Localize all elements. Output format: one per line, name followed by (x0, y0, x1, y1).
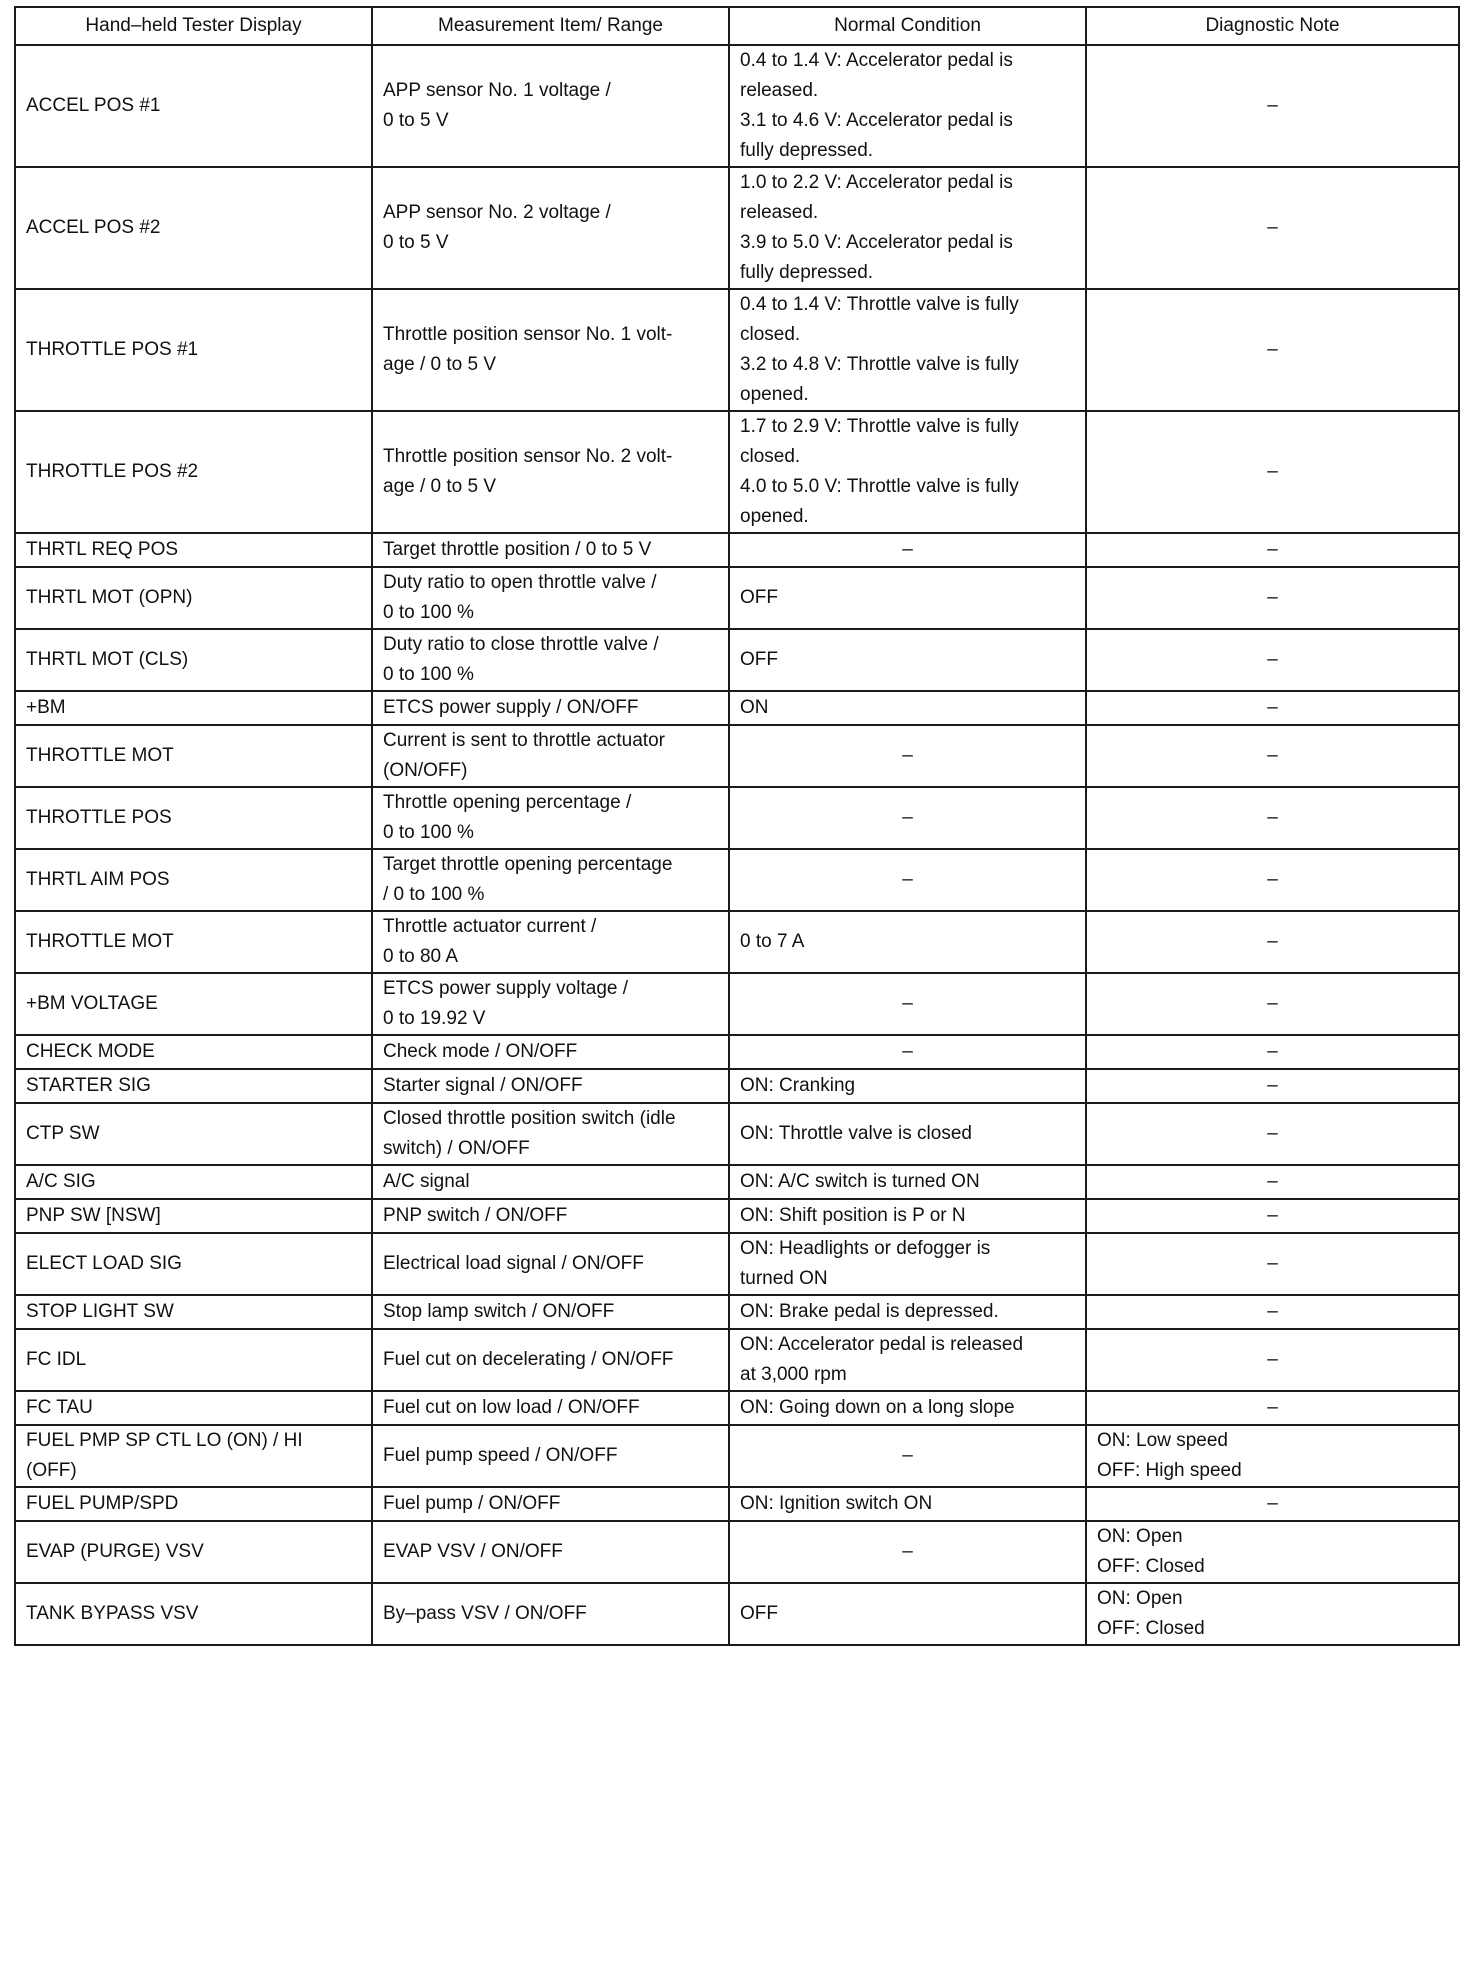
cell-display: THROTTLE MOT (15, 911, 372, 973)
cell-normal: ON: Shift position is P or N (729, 1199, 1086, 1233)
cell-diagnostic: – (1086, 787, 1459, 849)
cell-diagnostic: – (1086, 1329, 1459, 1391)
table-row (15, 167, 1459, 289)
cell-diagnostic: – (1086, 725, 1459, 787)
cell-display: A/C SIG (15, 1165, 372, 1199)
cell-measurement: Throttle actuator current / 0 to 80 A (372, 911, 729, 973)
cell-display: FUEL PUMP/SPD (15, 1487, 372, 1521)
table-row (15, 1521, 1459, 1583)
cell-measurement: ETCS power supply / ON/OFF (372, 691, 729, 725)
cell-measurement: Fuel cut on decelerating / ON/OFF (372, 1329, 729, 1391)
cell-display: THRTL MOT (CLS) (15, 629, 372, 691)
cell-measurement: Fuel pump speed / ON/OFF (372, 1425, 729, 1487)
cell-diagnostic: – (1086, 1233, 1459, 1295)
cell-measurement: Fuel pump / ON/OFF (372, 1487, 729, 1521)
cell-diagnostic: – (1086, 411, 1459, 533)
table-row (15, 1583, 1459, 1645)
cell-normal: ON: Going down on a long slope (729, 1391, 1086, 1425)
cell-normal: ON: Brake pedal is depressed. (729, 1295, 1086, 1329)
cell-diagnostic: – (1086, 289, 1459, 411)
cell-diagnostic: – (1086, 629, 1459, 691)
cell-measurement: APP sensor No. 2 voltage / 0 to 5 V (372, 167, 729, 289)
cell-normal: 1.0 to 2.2 V: Accelerator pedal is released. 3.9 to 5.0 V: Accelerator pedal is fully depressed. (729, 167, 1086, 289)
cell-measurement: Target throttle opening percentage / 0 to 100 % (372, 849, 729, 911)
cell-measurement: Throttle opening percentage / 0 to 100 % (372, 787, 729, 849)
table-row (15, 1035, 1459, 1069)
header-normal-condition: Normal Condition (729, 7, 1086, 45)
cell-measurement: By–pass VSV / ON/OFF (372, 1583, 729, 1645)
cell-measurement: Electrical load signal / ON/OFF (372, 1233, 729, 1295)
cell-display: CTP SW (15, 1103, 372, 1165)
table-row (15, 787, 1459, 849)
cell-normal: – (729, 1425, 1086, 1487)
table-row (15, 1103, 1459, 1165)
cell-normal: ON: Accelerator pedal is released at 3,000 rpm (729, 1329, 1086, 1391)
cell-display: +BM (15, 691, 372, 725)
cell-normal: – (729, 973, 1086, 1035)
cell-display: THROTTLE POS #2 (15, 411, 372, 533)
table-row (15, 567, 1459, 629)
cell-normal: OFF (729, 1583, 1086, 1645)
table-row (15, 973, 1459, 1035)
cell-diagnostic: – (1086, 1391, 1459, 1425)
cell-measurement: APP sensor No. 1 voltage / 0 to 5 V (372, 45, 729, 167)
tester-display-table (14, 6, 1460, 1646)
table-row (15, 1487, 1459, 1521)
header-measurement: Measurement Item/ Range (372, 7, 729, 45)
table-row (15, 1199, 1459, 1233)
cell-measurement: Throttle position sensor No. 2 volt- age / 0 to 5 V (372, 411, 729, 533)
cell-measurement: Starter signal / ON/OFF (372, 1069, 729, 1103)
cell-diagnostic: – (1086, 849, 1459, 911)
cell-measurement: ETCS power supply voltage / 0 to 19.92 V (372, 973, 729, 1035)
table-body (15, 45, 1459, 1645)
cell-diagnostic: – (1086, 1199, 1459, 1233)
header-display: Hand–held Tester Display (15, 7, 372, 45)
cell-measurement: Target throttle position / 0 to 5 V (372, 533, 729, 567)
table-row (15, 1329, 1459, 1391)
cell-display: THRTL MOT (OPN) (15, 567, 372, 629)
table-row (15, 849, 1459, 911)
table-row (15, 725, 1459, 787)
cell-diagnostic: ON: Open OFF: Closed (1086, 1583, 1459, 1645)
cell-display: THRTL REQ POS (15, 533, 372, 567)
cell-display: THROTTLE POS #1 (15, 289, 372, 411)
cell-normal: 0.4 to 1.4 V: Throttle valve is fully closed. 3.2 to 4.8 V: Throttle valve is fully opened. (729, 289, 1086, 411)
cell-diagnostic: – (1086, 691, 1459, 725)
cell-normal: ON: A/C switch is turned ON (729, 1165, 1086, 1199)
cell-diagnostic: – (1086, 1103, 1459, 1165)
cell-diagnostic: – (1086, 1165, 1459, 1199)
cell-normal: – (729, 1521, 1086, 1583)
cell-normal: ON: Cranking (729, 1069, 1086, 1103)
cell-diagnostic: – (1086, 45, 1459, 167)
table-row (15, 1295, 1459, 1329)
cell-measurement: PNP switch / ON/OFF (372, 1199, 729, 1233)
table-row (15, 411, 1459, 533)
cell-diagnostic: – (1086, 1295, 1459, 1329)
header-diagnostic-note: Diagnostic Note (1086, 7, 1459, 45)
cell-diagnostic: – (1086, 911, 1459, 973)
header-row (15, 7, 1459, 45)
table-row (15, 629, 1459, 691)
cell-measurement: Current is sent to throttle actuator (ON/OFF) (372, 725, 729, 787)
cell-normal: – (729, 787, 1086, 849)
cell-normal: 1.7 to 2.9 V: Throttle valve is fully closed. 4.0 to 5.0 V: Throttle valve is fully opened. (729, 411, 1086, 533)
cell-display: ACCEL POS #2 (15, 167, 372, 289)
cell-normal: ON: Ignition switch ON (729, 1487, 1086, 1521)
cell-normal: ON (729, 691, 1086, 725)
cell-diagnostic: – (1086, 973, 1459, 1035)
cell-measurement: Duty ratio to close throttle valve / 0 to 100 % (372, 629, 729, 691)
cell-display: THROTTLE POS (15, 787, 372, 849)
cell-normal: – (729, 1035, 1086, 1069)
cell-normal: OFF (729, 567, 1086, 629)
cell-normal: – (729, 533, 1086, 567)
cell-measurement: Check mode / ON/OFF (372, 1035, 729, 1069)
table-row (15, 1165, 1459, 1199)
cell-display: TANK BYPASS VSV (15, 1583, 372, 1645)
cell-normal: ON: Throttle valve is closed (729, 1103, 1086, 1165)
cell-measurement: A/C signal (372, 1165, 729, 1199)
cell-display: FUEL PMP SP CTL LO (ON) / HI (OFF) (15, 1425, 372, 1487)
cell-display: CHECK MODE (15, 1035, 372, 1069)
cell-diagnostic: – (1086, 533, 1459, 567)
table-row (15, 45, 1459, 167)
cell-diagnostic: – (1086, 1035, 1459, 1069)
cell-normal: – (729, 849, 1086, 911)
cell-diagnostic: – (1086, 1487, 1459, 1521)
cell-diagnostic: – (1086, 567, 1459, 629)
cell-measurement: Fuel cut on low load / ON/OFF (372, 1391, 729, 1425)
cell-normal: OFF (729, 629, 1086, 691)
cell-display: FC TAU (15, 1391, 372, 1425)
cell-display: THRTL AIM POS (15, 849, 372, 911)
cell-measurement: Stop lamp switch / ON/OFF (372, 1295, 729, 1329)
table-row (15, 533, 1459, 567)
cell-normal: ON: Headlights or defogger is turned ON (729, 1233, 1086, 1295)
table-row (15, 691, 1459, 725)
cell-display: EVAP (PURGE) VSV (15, 1521, 372, 1583)
cell-diagnostic: – (1086, 1069, 1459, 1103)
cell-display: STOP LIGHT SW (15, 1295, 372, 1329)
table-row (15, 289, 1459, 411)
cell-display: +BM VOLTAGE (15, 973, 372, 1035)
cell-measurement: Duty ratio to open throttle valve / 0 to 100 % (372, 567, 729, 629)
cell-measurement: EVAP VSV / ON/OFF (372, 1521, 729, 1583)
cell-diagnostic: – (1086, 167, 1459, 289)
table-row (15, 1425, 1459, 1487)
table-row (15, 1233, 1459, 1295)
cell-display: STARTER SIG (15, 1069, 372, 1103)
cell-measurement: Closed throttle position switch (idle switch) / ON/OFF (372, 1103, 729, 1165)
cell-display: FC IDL (15, 1329, 372, 1391)
cell-diagnostic: ON: Open OFF: Closed (1086, 1521, 1459, 1583)
cell-normal: – (729, 725, 1086, 787)
table-row (15, 911, 1459, 973)
cell-diagnostic: ON: Low speed OFF: High speed (1086, 1425, 1459, 1487)
table-row (15, 1391, 1459, 1425)
table-row (15, 1069, 1459, 1103)
cell-display: PNP SW [NSW] (15, 1199, 372, 1233)
cell-display: ACCEL POS #1 (15, 45, 372, 167)
cell-normal: 0.4 to 1.4 V: Accelerator pedal is released. 3.1 to 4.6 V: Accelerator pedal is fully depressed. (729, 45, 1086, 167)
cell-display: ELECT LOAD SIG (15, 1233, 372, 1295)
cell-display: THROTTLE MOT (15, 725, 372, 787)
cell-normal: 0 to 7 A (729, 911, 1086, 973)
cell-measurement: Throttle position sensor No. 1 volt- age / 0 to 5 V (372, 289, 729, 411)
